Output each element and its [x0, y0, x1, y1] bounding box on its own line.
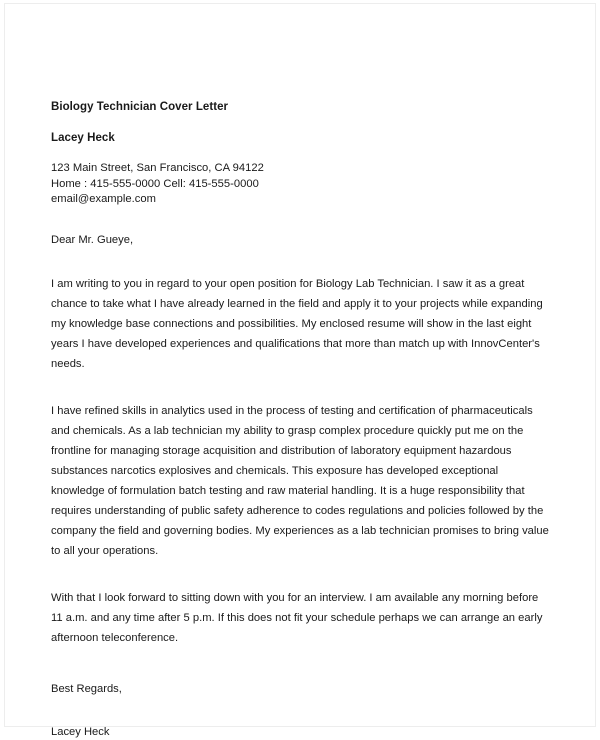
salutation: Dear Mr. Gueye, — [51, 233, 134, 246]
sender-name: Lacey Heck — [51, 132, 115, 144]
contact-address: 123 Main Street, San Francisco, CA 94122 — [51, 162, 264, 174]
body-paragraph-3: With that I look forward to sitting down with you for an interview. I am available any morning before 11 a.m. and any time after 5 p.m. If this does not fit your schedule perhaps we can arrange an early afternoon teleconference. — [51, 591, 543, 644]
contact-phone: Home : 415-555-0000 Cell: 415-555-0000 — [51, 177, 259, 190]
cover-letter-body — [51, 100, 551, 740]
contact-email: email@example.com — [51, 193, 156, 205]
signature-name: Lacey Heck — [51, 725, 110, 738]
body-paragraph-2: I have refined skills in analytics used in the process of testing and certification of pharmaceuticals and chemicals. As a lab technician my ability to grasp complex procedure quickly put me on the frontline for managing storage acquisition and distribution of laboratory equipment hazardous substances narcotics explosives and chemicals. This exposure has developed exceptional knowledge of formulation batch testing and raw material handling. It is a huge responsibility that requires understanding of public safety adherence to codes regulations and policies followed by the company the field and governing bodies. My experiences as a lab technician promises to bring value to all your operations. — [51, 404, 549, 557]
contact-block — [51, 145, 551, 208]
document-page — [4, 3, 596, 738]
page-title: Biology Technician Cover Letter — [51, 101, 229, 113]
body-paragraph-1: I am writing to you in regard to your open position for Biology Lab Technician. I saw it as a great chance to take what I have already learned in the field and apply it to your projects while expanding my knowledge base connections and possibilities. My enclosed resume will show in the last eight years I have developed experiences and qualifications that more than match up with InnovCenter's needs. — [51, 277, 543, 370]
closing-salutation: Best Regards, — [51, 682, 122, 695]
